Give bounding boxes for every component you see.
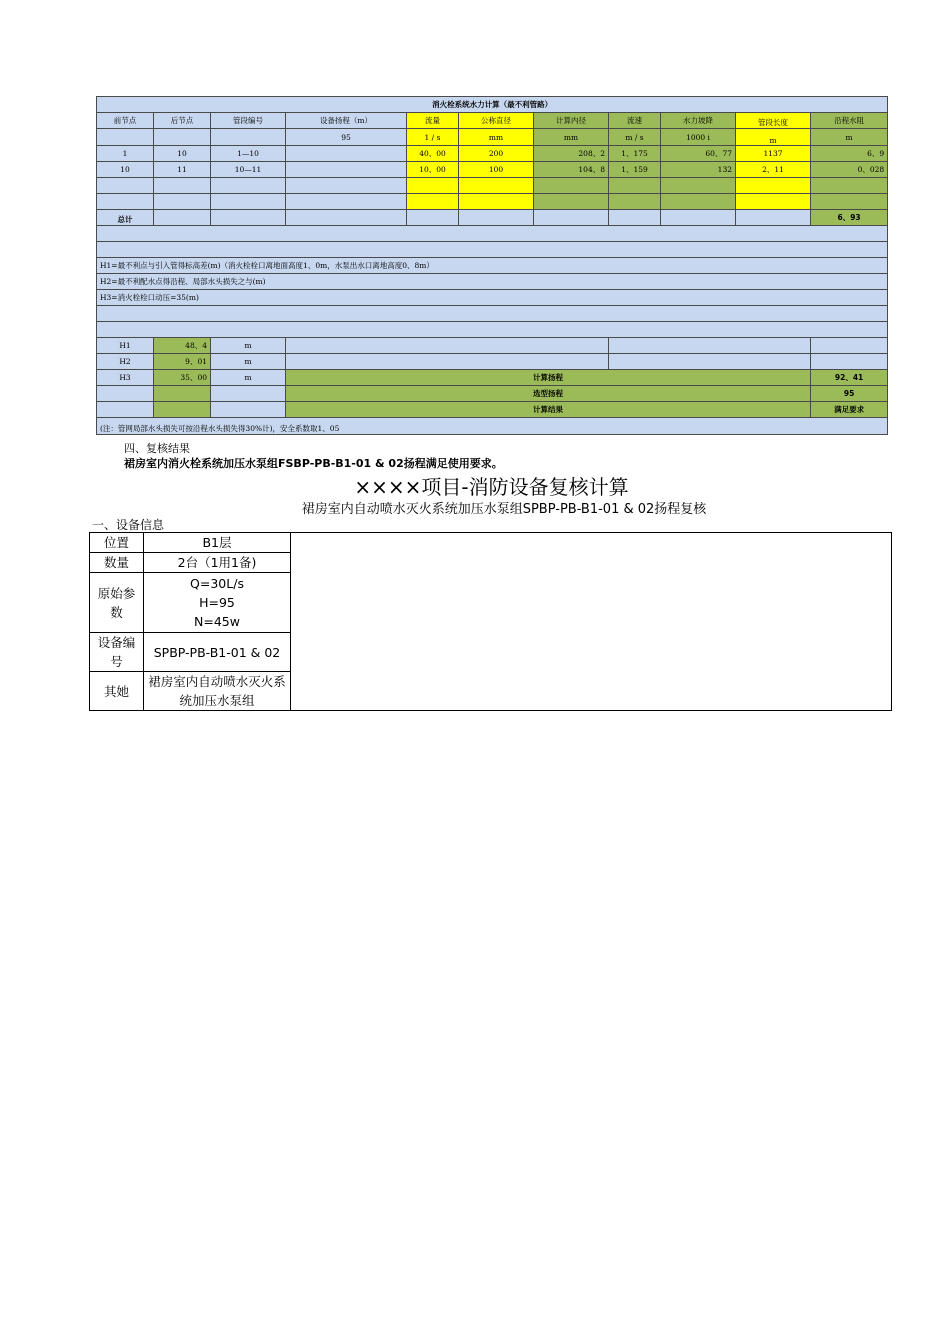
cell: 1、159 (609, 162, 661, 178)
page-title: ××××项目-消防设备复核计算 (354, 475, 629, 499)
result-value: 92、41 (811, 370, 888, 386)
h1-row (97, 338, 888, 354)
unit-row (97, 129, 888, 146)
note-h3: H3=消火栓栓口动压=35(m) (97, 290, 888, 306)
header-cell: 设备扬程（m） (286, 113, 407, 129)
header-cell: 流量 (407, 113, 459, 129)
cell: 1、175 (609, 146, 661, 162)
unit-cell (154, 129, 211, 146)
result-label: 计算扬程 (286, 370, 811, 386)
header-cell: 计算内径 (534, 113, 609, 129)
unit-cell (97, 129, 154, 146)
unit-cell: mm (459, 129, 534, 146)
cell: 40、00 (407, 146, 459, 162)
cell: 60、77 (661, 146, 736, 162)
h2-row (97, 354, 888, 370)
note-h2: H2=最不利配水点得沿程、局部水头损失之与(m) (97, 274, 888, 290)
h-unit: m (211, 370, 286, 386)
cell: 1—10 (211, 146, 286, 162)
header-row (97, 113, 888, 129)
header-cell: 水力坡降 (661, 113, 736, 129)
unit-cell: mm (534, 129, 609, 146)
unit-cell: m / s (609, 129, 661, 146)
note-h1: H1=最不利点与引入管得标高差(m)（消火栓栓口离地面高度1、0m，水泵出水口离地高度0、8m） (97, 258, 888, 274)
cell (286, 162, 407, 178)
total-value: 6、93 (811, 210, 888, 226)
cell: 10 (97, 162, 154, 178)
header-cell: 管段长度 (736, 113, 811, 129)
cell: 200 (459, 146, 534, 162)
h-value: 35、00 (154, 370, 211, 386)
h-unit: m (211, 338, 286, 354)
location-value: B1层 (144, 533, 291, 553)
result-label: 计算结果 (286, 402, 811, 418)
unit-cell: m (811, 129, 888, 146)
header-cell: 公称直径 (459, 113, 534, 129)
param-h: H=95 (199, 595, 235, 610)
result-row (97, 386, 888, 402)
cell: 208、2 (534, 146, 609, 162)
cell: 1 (97, 146, 154, 162)
unit-cell: 1000 i (661, 129, 736, 146)
cell: 100 (459, 162, 534, 178)
h-name: H1 (97, 338, 154, 354)
result-label: 选型扬程 (286, 386, 811, 402)
header-cell: 前节点 (97, 113, 154, 129)
cell: 1137 (736, 146, 811, 162)
cell: 132 (661, 162, 736, 178)
other-label: 其她 (90, 672, 144, 711)
code-label: 设备编号 (90, 633, 144, 672)
page-subtitle: 裙房室内自动喷水灭火系统加压水泵组SPBP-PB-B1-01 & 02扬程复核 (301, 502, 707, 517)
cell: 6、9 (811, 146, 888, 162)
table-row (97, 162, 888, 178)
result-value: 满足要求 (811, 402, 888, 418)
header-cell: 流速 (609, 113, 661, 129)
calc-table-title: 消火栓系统水力计算（最不利管路） (97, 97, 888, 113)
cell: 104、8 (534, 162, 609, 178)
cell: 11 (154, 162, 211, 178)
section-4-heading: 四、复核结果 (124, 442, 190, 455)
qty-label: 数量 (90, 553, 144, 573)
header-cell: 沿程水阻 (811, 113, 888, 129)
result-row (97, 402, 888, 418)
code-value: SPBP-PB-B1-01 & 02 (144, 633, 291, 672)
h-name: H3 (97, 370, 154, 386)
h-value: 48、4 (154, 338, 211, 354)
location-label: 位置 (90, 533, 144, 553)
total-label: 总计 (97, 210, 154, 226)
params-value (144, 573, 291, 633)
equipment-info-table (89, 532, 892, 711)
h3-row (97, 370, 888, 386)
unit-cell: 1 / s (407, 129, 459, 146)
cell: 0、028 (811, 162, 888, 178)
footnote: (注：管网局部水头损失可按沿程水头损失得30%计)，安全系数取1、05 (97, 418, 888, 435)
header-cell: 后节点 (154, 113, 211, 129)
total-row (97, 210, 888, 226)
hydraulic-calc-table (96, 96, 888, 435)
param-q: Q=30L/s (190, 576, 244, 591)
unit-cell: m (736, 129, 811, 146)
params-label: 原始参数 (90, 573, 144, 633)
result-value: 95 (811, 386, 888, 402)
cell: 10、00 (407, 162, 459, 178)
h-value: 9、01 (154, 354, 211, 370)
empty-row (97, 178, 888, 194)
cell: 10—11 (211, 162, 286, 178)
conclusion-text: 裙房室内消火栓系统加压水泵组FSBP-PB-B1-01 & 02扬程满足使用要求。 (124, 457, 503, 470)
qty-value: 2台（1用1备) (144, 553, 291, 573)
cell: 2、11 (736, 162, 811, 178)
header-cell: 管段编号 (211, 113, 286, 129)
empty-row (97, 194, 888, 210)
unit-cell: 95 (286, 129, 407, 146)
other-value: 裙房室内自动喷水灭火系统加压水泵组 (144, 672, 291, 711)
unit-cell (211, 129, 286, 146)
h-unit: m (211, 354, 286, 370)
h-name: H2 (97, 354, 154, 370)
cell: 10 (154, 146, 211, 162)
section-1-heading: 一、设备信息 (92, 518, 165, 532)
blank-area (291, 533, 892, 711)
cell (286, 146, 407, 162)
param-n: N=45w (194, 614, 240, 629)
table-row (97, 146, 888, 162)
